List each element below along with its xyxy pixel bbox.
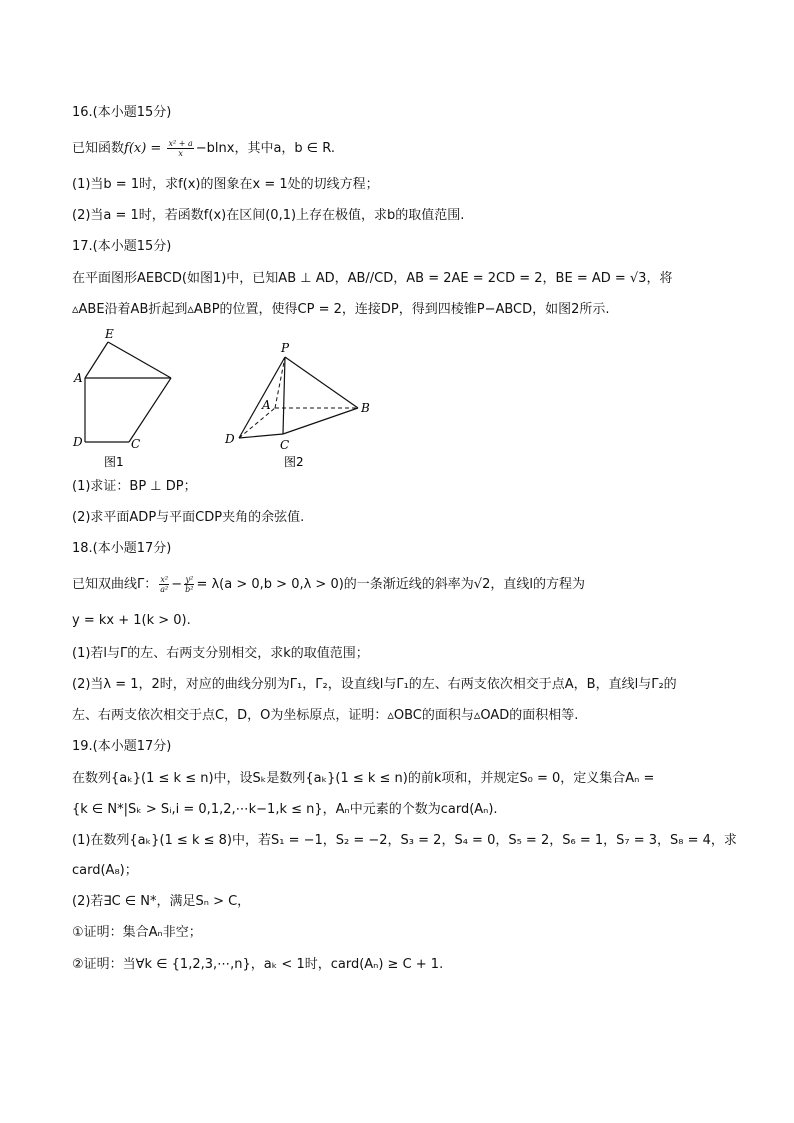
q19-sub2: ②证明：当∀k ∈ {1,2,3,⋯,n}，aₖ < 1时，card(Aₙ) ≥ C + 1.	[72, 957, 444, 972]
q19-line1: 在数列{aₖ}(1 ≤ k ≤ n)中，设Sₖ是数列{aₖ}(1 ≤ k ≤ n)的前k项和，并规定S₀ = 0，定义集合Aₙ =	[72, 771, 655, 786]
q18-heading: 18.(本小题17分)	[72, 541, 172, 556]
q18-minus: −	[171, 577, 183, 592]
q18-frac1-den: a²	[160, 585, 169, 594]
edge-DA	[239, 408, 275, 438]
q19-line2: {k ∈ N*|Sₖ > Sᵢ,i = 0,1,2,⋯k−1,k ≤ n}，Aₙ中元素的个数为card(Aₙ).	[72, 802, 498, 817]
edge-CB	[283, 408, 358, 434]
q16-stem-prefix: 已知函数	[72, 141, 125, 156]
q18-fraction-y	[184, 575, 194, 594]
fig2-caption: 图2	[284, 455, 304, 469]
fig1-caption: 图1	[104, 455, 124, 469]
q16-f-lhs: f(x) =	[124, 141, 162, 156]
fig2-label-A: A	[262, 398, 271, 412]
fig1-label-C: C	[131, 437, 141, 451]
q16-stem-tail: −blnx，其中a，b ∈ R.	[195, 141, 335, 156]
q17-stem-line1: 在平面图形AEBCD(如图1)中，已知AB ⊥ AD，AB//CD，AB = 2AE = 2CD = 2，BE = AD = √3，将	[72, 271, 673, 286]
edge-AE	[85, 342, 108, 378]
q19-part1-line2: card(A₈)；	[72, 863, 138, 878]
edge-DC	[239, 434, 283, 438]
edge-PB	[285, 357, 358, 408]
fig1-label-A: A	[74, 371, 83, 385]
q18-stem-tail: = λ(a > 0,b > 0,λ > 0)的一条渐近线的斜率为√2，直线l的方程为	[196, 577, 585, 592]
q18-line2: y = kx + 1(k > 0).	[72, 613, 191, 628]
q19-part1-line1: (1)在数列{aₖ}(1 ≤ k ≤ 8)中，若S₁ = −1，S₂ = −2，S₃ = 2，S₄ = 0，S₅ = 2，S₆ = 1，S₇ = 3，S₈ = 4，求	[72, 833, 737, 848]
figure-2-shape	[239, 357, 358, 438]
q17-part1: (1)求证：BP ⊥ DP；	[72, 479, 197, 494]
q18-part1: (1)若l与Γ的左、右两支分别相交，求k的取值范围；	[72, 646, 369, 661]
q16-part1: (1)当b = 1时，求f(x)的图象在x = 1处的切线方程；	[72, 177, 379, 192]
q17-figure-1	[68, 322, 188, 472]
q16-frac-den: x	[178, 149, 183, 158]
q16-part2: (2)当a = 1时，若函数f(x)在区间(0,1)上存在极值，求b的取值范围.	[72, 208, 465, 223]
fig2-label-B: B	[361, 401, 370, 415]
edge-CP	[283, 357, 285, 434]
q18-frac2-den: b²	[185, 585, 194, 594]
edge-CB	[129, 378, 171, 442]
fig1-label-D: D	[73, 435, 83, 449]
q19-sub1: ①证明：集合Aₙ非空；	[72, 925, 202, 940]
fig2-label-D: D	[225, 432, 235, 446]
fig2-label-P: P	[281, 341, 290, 355]
q18-part2-line2: 左、右两支依次相交于点C，D，O为坐标原点，证明：▵OBC的面积与▵OAD的面积相等.	[72, 708, 579, 723]
q17-figure-2	[220, 335, 380, 473]
q18-part2-line1: (2)当λ = 1，2时，对应的曲线分别为Γ₁，Γ₂，设直线l与Γ₁的左、右两支依次相交于点A，B，直线l与Γ₂的	[72, 677, 677, 692]
q17-part2: (2)求平面ADP与平面CDP夹角的余弦值.	[72, 510, 305, 525]
q19-part2: (2)若∃C ∈ N*，满足Sₙ > C，	[72, 894, 251, 909]
q18-stem	[72, 575, 585, 594]
q17-stem-line2: ▵ABE沿着AB折起到▵ABP的位置，使得CP = 2，连接DP，得到四棱锥P−ABCD，如图2所示.	[72, 302, 610, 317]
q16-frac-num: x² + a	[168, 139, 193, 148]
fig1-label-E: E	[105, 327, 114, 341]
figure-1-shape	[85, 342, 171, 442]
q17-heading: 17.(本小题15分)	[72, 239, 172, 254]
q19-heading: 19.(本小题17分)	[72, 739, 172, 754]
q18-frac1-num: x²	[160, 575, 169, 584]
edge-EB	[108, 342, 171, 378]
q16-fraction	[167, 139, 193, 158]
q16-stem	[72, 139, 335, 158]
q16-heading: 16.(本小题15分)	[72, 105, 172, 120]
fig2-label-C: C	[280, 438, 290, 452]
q18-stem-prefix: 已知双曲线Γ：	[72, 577, 158, 592]
q18-fraction-x	[159, 575, 169, 594]
q18-frac2-num: y²	[185, 575, 194, 584]
figure-2-hidden-edges	[239, 357, 358, 438]
